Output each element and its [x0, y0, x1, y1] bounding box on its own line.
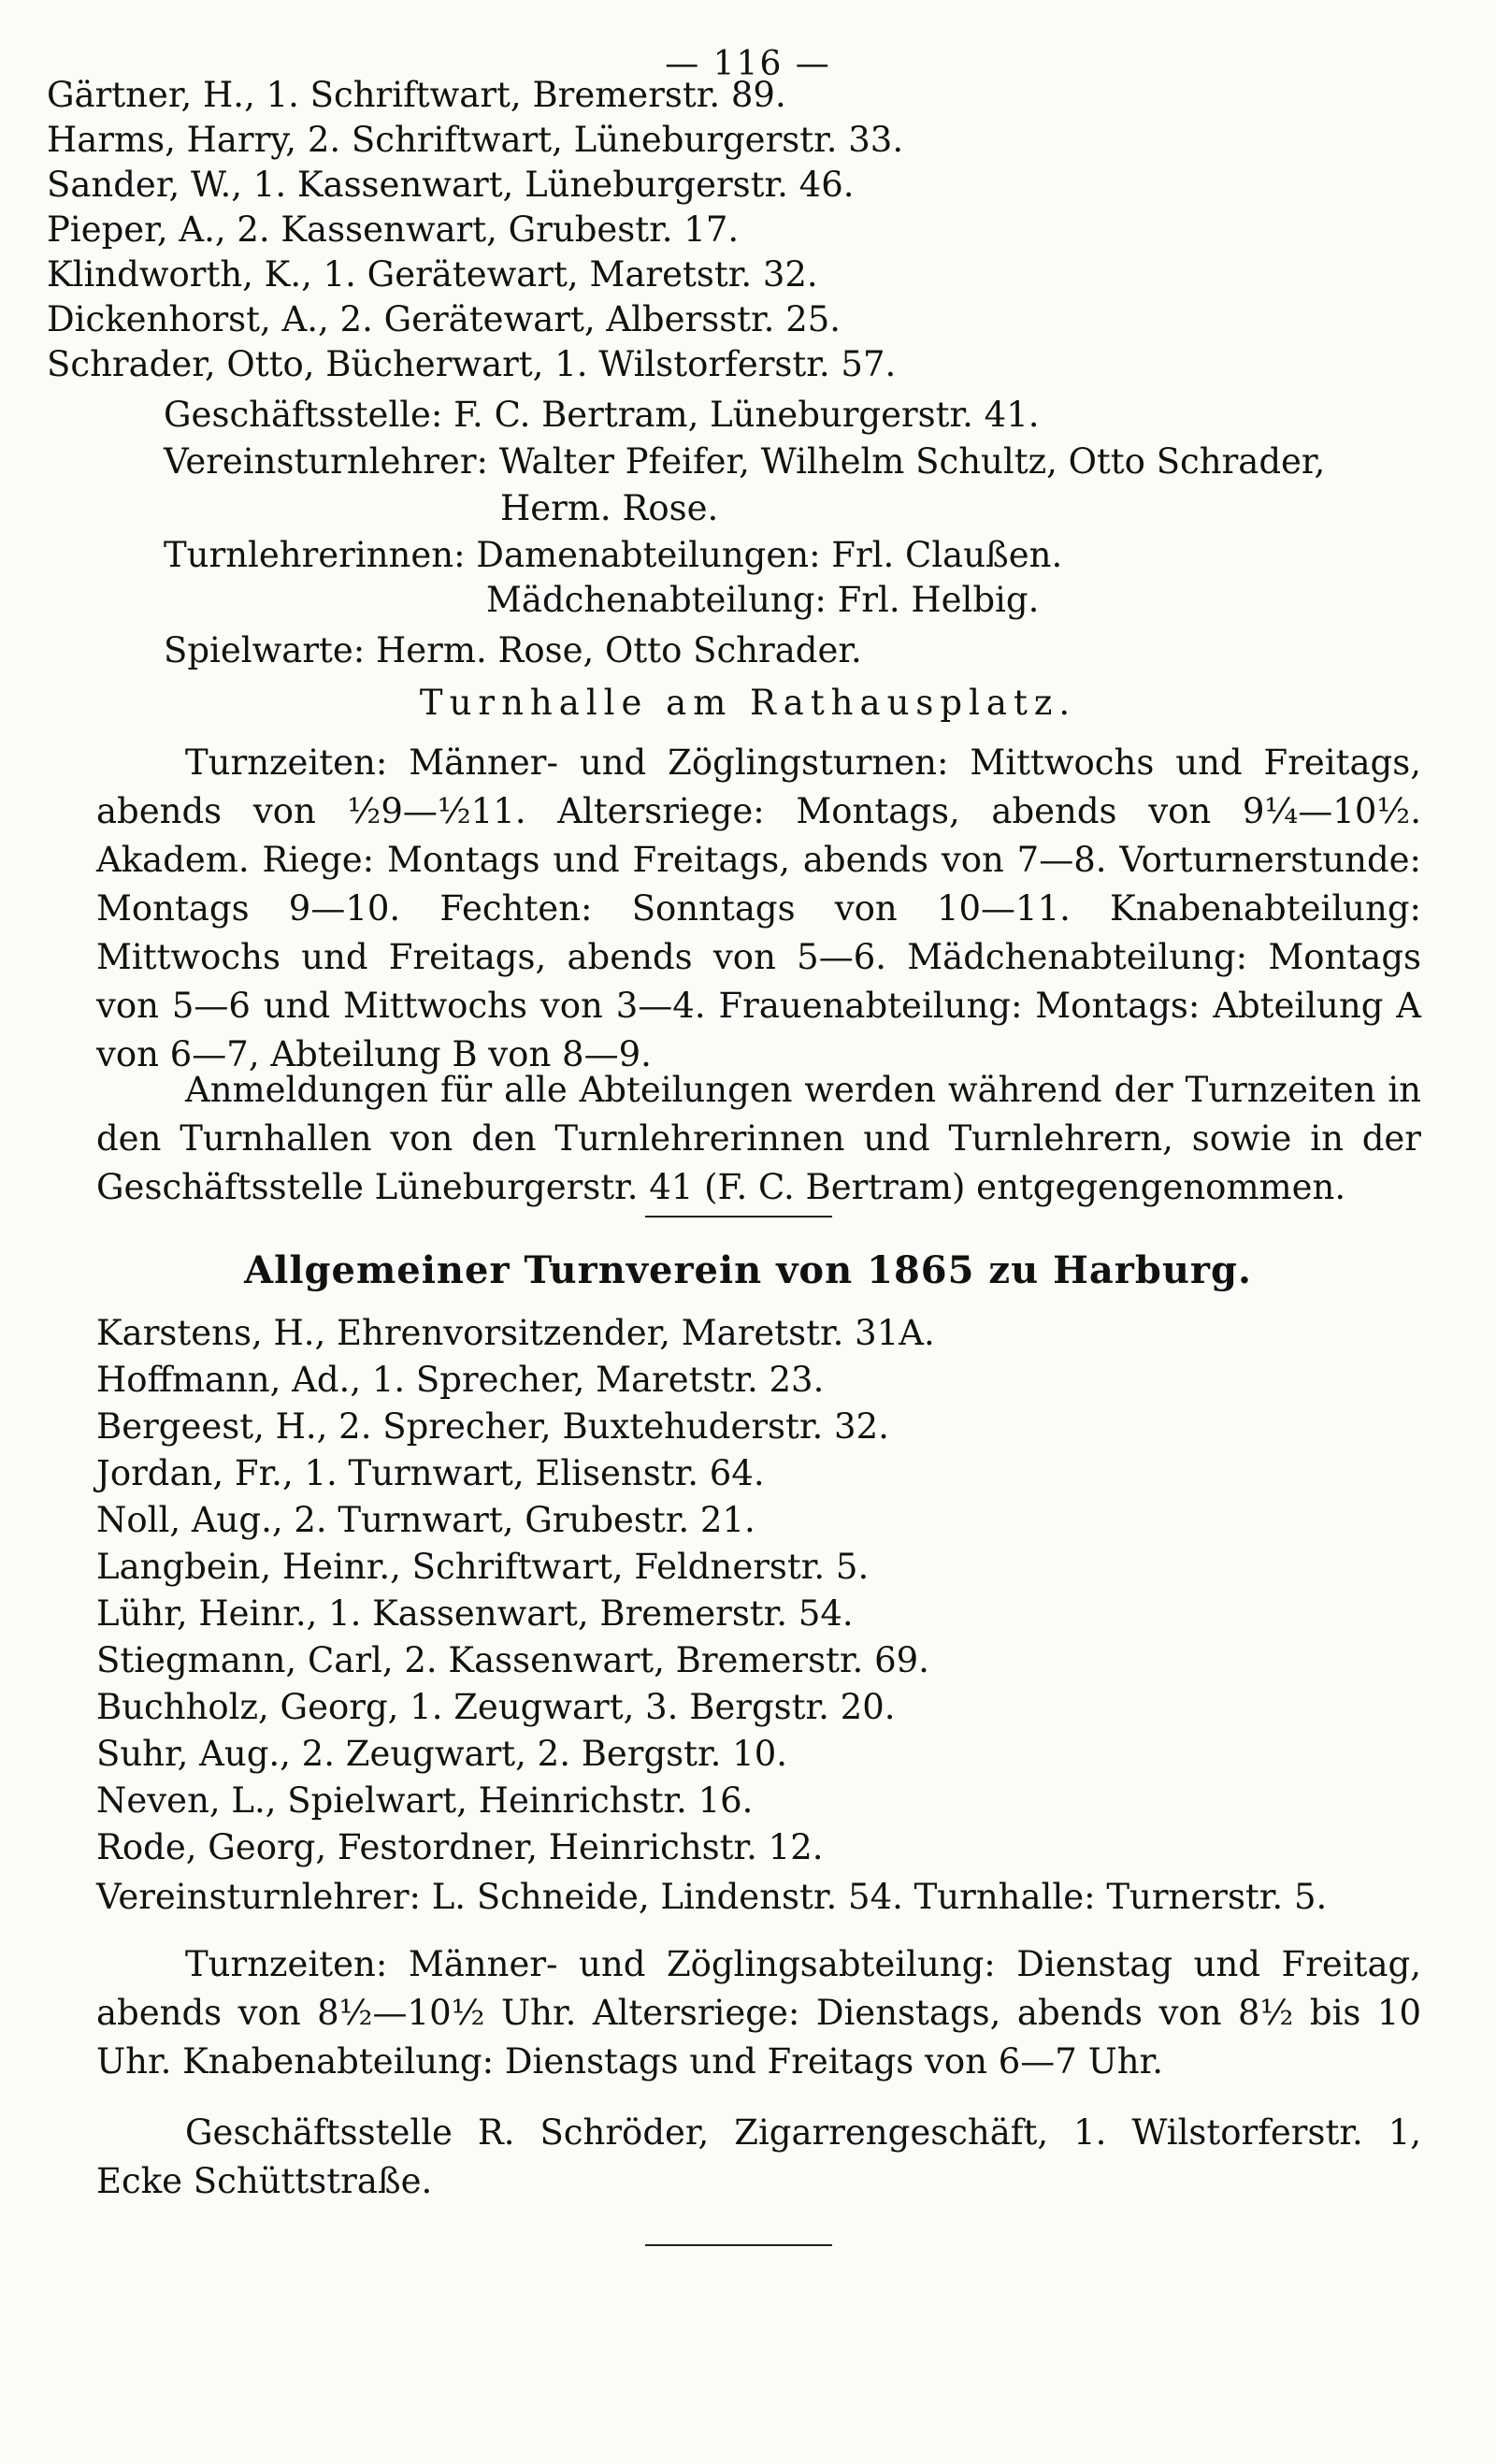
section-divider	[645, 1216, 832, 1218]
list-item: Noll, Aug., 2. Turnwart, Grubestr. 21.	[96, 1500, 755, 1540]
anmeldungen-paragraph: Anmeldungen für alle Abteilungen werden während der Turnzeiten in den Turnhallen von den Turnlehrerinnen und Turnlehrern, sowie in der Geschäftsstelle Lüneburgerstr. 41 (F. C. Bertram) entgegengenommen.	[96, 1070, 1421, 1207]
turnlehrerinnen-line: Turnlehrerinnen: Damenabteilungen: Frl. Claußen.	[164, 535, 1063, 575]
section-divider	[645, 2244, 832, 2246]
turnzeiten-paragraph: Turnzeiten: Männer- und Zöglingsabteilung: Dienstag und Freitag, abends von 8½—10½ Uhr. Altersriege: Dienstags, abends von 8½ bis 10 Uhr. Knabenabteilung: Dienstags und Freitags von 6—7 Uhr.	[96, 1944, 1421, 2082]
page-number: — 116 —	[665, 45, 831, 83]
club-heading: Allgemeiner Turnverein von 1865 zu Harburg.	[244, 1248, 1252, 1292]
list-item: Sander, W., 1. Kassenwart, Lüneburgerstr. 46.	[47, 165, 855, 205]
list-item: Buchholz, Georg, 1. Zeugwart, 3. Bergstr. 20.	[96, 1687, 896, 1727]
turnhalle-heading: Turnhalle am Rathausplatz.	[419, 683, 1077, 723]
geschaeftsstelle-paragraph: Geschäftsstelle R. Schröder, Zigarrengeschäft, 1. Wilstorferstr. 1, Ecke Schüttstraße.	[96, 2112, 1421, 2201]
vereinsturnlehrer-line: Vereinsturnlehrer: Walter Pfeifer, Wilhelm Schultz, Otto Schrader,	[164, 441, 1326, 482]
geschaeftsstelle-line: Geschäftsstelle: F. C. Bertram, Lüneburgerstr. 41.	[164, 395, 1040, 435]
list-item: Gärtner, H., 1. Schriftwart, Bremerstr. 89.	[47, 75, 786, 115]
list-item: Neven, L., Spielwart, Heinrichstr. 16.	[96, 1780, 754, 1821]
list-item: Stiegmann, Carl, 2. Kassenwart, Bremerstr. 69.	[96, 1640, 929, 1680]
turnzeiten-paragraph: Turnzeiten: Männer- und Zöglingsturnen: Mittwochs und Freitags, abends von ½9—½11. Altersriege: Montags, abends von 9¼—10½. Akadem. Riege: Montags und Freitags, abends von 7—8. Vorturnerstunde: Montags 9—10. Fechten: Sonntags von 10—11. Knabenabteilung: Mittwochs und Freitags, abends von 5—6. Mädchenabteilung: Montags von 5—6 und Mittwochs von 3—4. Frauenabteilung: Montags: Abteilung A von 6—7, Abteilung B von 8—9.	[96, 742, 1421, 1074]
list-item: Dickenhorst, A., 2. Gerätewart, Albersstr. 25.	[47, 299, 842, 339]
list-item: Rode, Georg, Festordner, Heinrichstr. 12.	[96, 1827, 824, 1867]
list-item: Suhr, Aug., 2. Zeugwart, 2. Bergstr. 10.	[96, 1734, 788, 1774]
turnlehrerinnen-continuation: Mädchenabteilung: Frl. Helbig.	[486, 580, 1040, 620]
list-item: Pieper, A., 2. Kassenwart, Grubestr. 17.	[47, 209, 740, 250]
list-item: Jordan, Fr., 1. Turnwart, Elisenstr. 64.	[96, 1453, 765, 1493]
list-item: Hoffmann, Ad., 1. Sprecher, Maretstr. 23.	[96, 1360, 825, 1400]
list-item: Lühr, Heinr., 1. Kassenwart, Bremerstr. 54.	[96, 1593, 854, 1634]
spielwarte-line: Spielwarte: Herm. Rose, Otto Schrader.	[164, 630, 862, 670]
list-item: Harms, Harry, 2. Schriftwart, Lüneburgerstr. 33.	[47, 120, 904, 160]
vereinsturnlehrer-continuation: Herm. Rose.	[500, 488, 719, 528]
list-item: Karstens, H., Ehrenvorsitzender, Maretstr. 31A.	[96, 1313, 935, 1353]
list-item: Langbein, Heinr., Schriftwart, Feldnerstr. 5.	[96, 1547, 870, 1587]
list-item: Bergeest, H., 2. Sprecher, Buxtehuderstr. 32.	[96, 1406, 889, 1447]
list-item: Schrader, Otto, Bücherwart, 1. Wilstorferstr. 57.	[47, 344, 897, 384]
list-item: Klindworth, K., 1. Gerätewart, Maretstr. 32.	[47, 254, 818, 295]
vereinsturnlehrer-line: Vereinsturnlehrer: L. Schneide, Lindenstr. 54. Turnhalle: Turnerstr. 5.	[96, 1877, 1328, 1917]
